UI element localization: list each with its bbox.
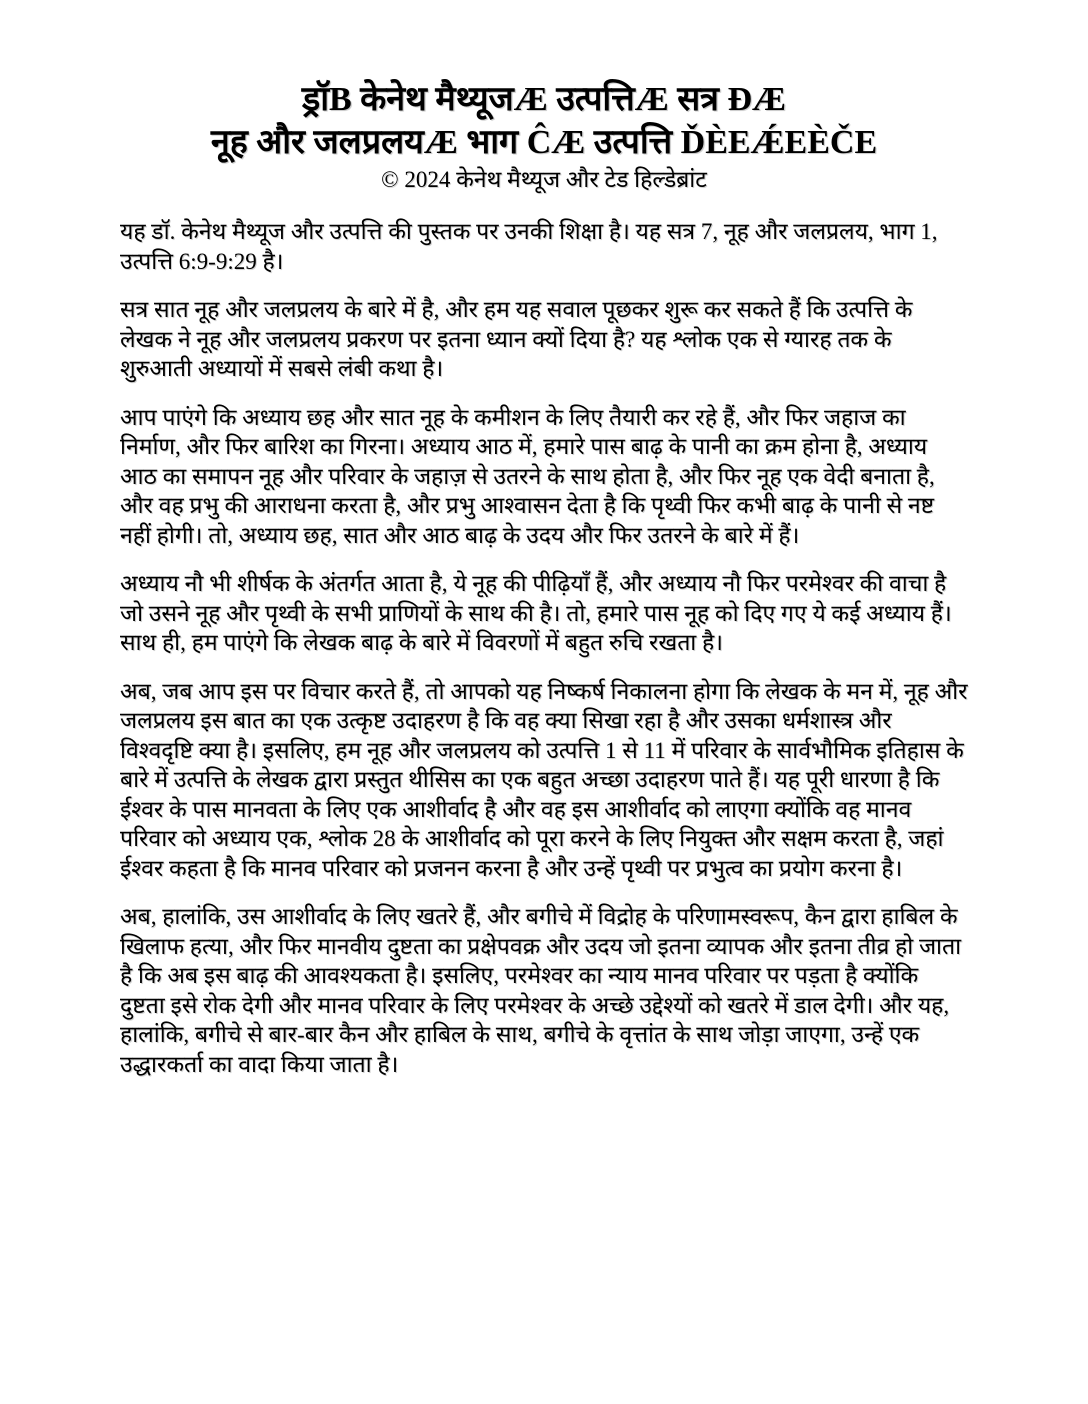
copyright-line: © 2024 केनेथ मैथ्यूज और टेड हिल्डेब्रांट xyxy=(381,167,707,192)
paragraph-6: अब, हालांकि, उस आशीर्वाद के लिए खतरे हैं, और बगीचे में विद्रोह के परिणामस्वरूप, कैन द्वारा हाबिल के खिलाफ हत्या, और फिर मानवीय दुष्टता का प्रक्षेपवक्र और उदय जो इतना व्यापक और इतना तीव्र हो जाता है कि अब इस बाढ़ की आवश्यकता है। इसलिए, परमेश्वर का न्याय मानव परिवार पर पड़ता है क्योंकि दुष्टता इसे रोक देगी और मानव परिवार के लिए परमेश्वर के अच्छे उद्देश्यों को खतरे में डाल देगी। और यह, हालांकि, बगीचे से बार-बार कैन और हाबिल के साथ, बगीचे के वृत्तांत के साथ जोड़ा जाएगा, उन्हें एक उद्धारकर्ता का वादा किया जाता है। xyxy=(120,904,962,1077)
paragraph-3: आप पाएंगे कि अध्याय छह और सात नूह के कमीशन के लिए तैयारी कर रहे हैं, और फिर जहाज का निर्माण, और फिर बारिश का गिरना। अध्याय आठ में, हमारे पास बाढ़ के पानी का क्रम होना है, अध्याय आठ का समापन नूह और परिवार के जहाज़ से उतरने के साथ होता है, और फिर नूह एक वेदी बनाता है, और वह प्रभु की आराधना करता है, और प्रभु आश्वासन देता है कि पृथ्वी फिर कभी बाढ़ के पानी से नष्ट नहीं होगी। तो, अध्याय छह, सात और आठ बाढ़ के उदय और फिर उतरने के बारे में हैं। xyxy=(120,404,935,548)
document-body xyxy=(120,217,968,1079)
paragraph-5: अब, जब आप इस पर विचार करते हैं, तो आपको यह निष्कर्ष निकालना होगा कि लेखक के मन में, नूह और जलप्रलय इस बात का एक उत्कृष्ट उदाहरण है कि वह क्या सिखा रहा है और उसका धर्मशास्त्र और विश्वदृष्टि क्या है। इसलिए, हम नूह और जलप्रलय को उत्पत्ति 1 से 11 में परिवार के सार्वभौमिक इतिहास के बारे में उत्पत्ति के लेखक द्वारा प्रस्तुत थीसिस का एक बहुत अच्छा उदाहरण पाते हैं। यह पूरी धारणा है कि ईश्वर के पास मानवता के लिए एक आशीर्वाद है और वह इस आशीर्वाद को लाएगा क्योंकि वह मानव परिवार को अध्याय एक, श्लोक 28 के आशीर्वाद को पूरा करने के लिए नियुक्त और सक्षम करता है, जहां ईश्वर कहता है कि मानव परिवार को प्रजनन करना है और उन्हें पृथ्वी पर प्रभुत्व का प्रयोग करना है। xyxy=(120,678,968,881)
paragraph-2: सत्र सात नूह और जलप्रलय के बारे में है, और हम यह सवाल पूछकर शुरू कर सकते हैं कि उत्पत्ति के लेखक ने नूह और जलप्रलय प्रकरण पर इतना ध्यान क्यों दिया है? यह श्लोक एक से ग्यारह तक के शुरुआती अध्यायों में सबसे लंबी कथा है। xyxy=(120,297,913,381)
title-line-1: ड्रॉB केनेथ मैथ्यूजÆ उत्पत्तिÆ सत्र ÐÆ xyxy=(302,81,786,118)
paragraph-1: यह डॉ. केनेथ मैथ्यूज और उत्पत्ति की पुस्तक पर उनकी शिक्षा है। यह सत्र 7, नूह और जलप्रलय, भाग 1, उत्पत्ति 6:9-9:29 है। xyxy=(120,219,938,274)
paragraph-4: अध्याय नौ भी शीर्षक के अंतर्गत आता है, ये नूह की पीढ़ियाँ हैं, और अध्याय नौ फिर परमेश्वर की वाचा है जो उसने नूह और पृथ्वी के सभी प्राणियों के साथ की है। तो, हमारे पास नूह को दिए गए ये कई अध्याय हैं। साथ ही, हम पाएंगे कि लेखक बाढ़ के बारे में विवरणों में बहुत रुचि रखता है। xyxy=(120,571,952,655)
title-line-2: नूह और जलप्रलयÆ भाग ĈÆ उत्पत्ति ĎÈEǼEÈČE xyxy=(210,124,878,161)
document-title xyxy=(120,78,968,194)
